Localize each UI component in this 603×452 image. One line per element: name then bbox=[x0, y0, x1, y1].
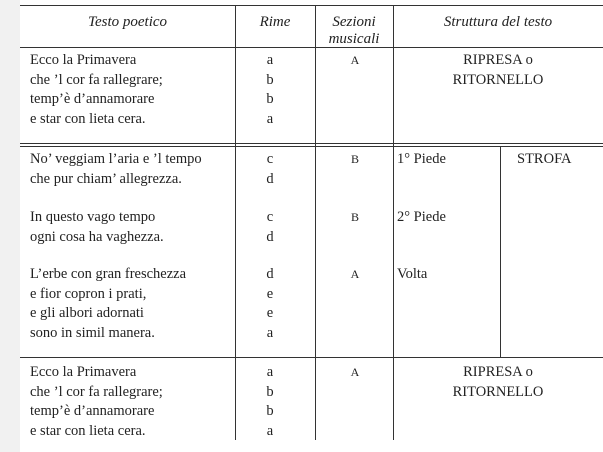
structure-secondo-piede: 2° Piede bbox=[397, 209, 446, 225]
rhyme-letter: e bbox=[266, 305, 274, 321]
verse-line: ogni cosa ha vaghezza. bbox=[30, 228, 164, 245]
verse-line: Ecco la Primavera bbox=[30, 364, 137, 380]
structure-ripresa-line1: RIPRESA o bbox=[463, 364, 533, 380]
musical-section-label: A bbox=[350, 365, 360, 379]
musical-section-label: A bbox=[350, 267, 360, 281]
structure-strofa: STROFA bbox=[517, 151, 572, 167]
rhyme-letter: b bbox=[266, 383, 274, 400]
verse-line: e fior copron i prati, bbox=[30, 285, 147, 302]
header-struttura: Struttura del testo bbox=[443, 14, 553, 30]
verse-line: No’ veggiam l’aria e ’l tempo bbox=[30, 151, 202, 167]
rhyme-letter: b bbox=[266, 91, 274, 107]
verse-line: e star con lieta cera. bbox=[30, 422, 146, 439]
verse-line: che ’l cor fa rallegrare; bbox=[30, 383, 163, 400]
rhyme-letter: a bbox=[266, 422, 274, 439]
document-page bbox=[20, 0, 603, 452]
verse-line: e gli albori adornati bbox=[30, 305, 144, 321]
structure-primo-piede: 1° Piede bbox=[397, 151, 446, 167]
verse-line: e star con lieta cera. bbox=[30, 110, 146, 127]
rhyme-letter: a bbox=[266, 52, 274, 68]
rhyme-letter: d bbox=[266, 266, 274, 282]
rhyme-letter: a bbox=[266, 364, 274, 380]
block1-bottom-rule bbox=[20, 143, 603, 144]
structure-ripresa-line1: RIPRESA o bbox=[463, 52, 533, 68]
rhyme-letter: b bbox=[266, 403, 274, 419]
rhyme-letter: a bbox=[266, 324, 274, 341]
rhyme-letter: b bbox=[266, 71, 274, 88]
musical-section-label: B bbox=[350, 210, 359, 224]
rhyme-letter: c bbox=[266, 209, 274, 225]
rhyme-letter: e bbox=[266, 285, 274, 302]
rhyme-letter: d bbox=[266, 170, 274, 187]
structure-volta: Volta bbox=[397, 266, 428, 282]
header-testo-poetico: Testo poetico bbox=[87, 14, 168, 30]
table-top-rule bbox=[20, 5, 603, 6]
header-sezioni-line2: musicali bbox=[328, 31, 380, 47]
block1-double-rule bbox=[20, 146, 603, 147]
structure-ripresa-line2: RITORNELLO bbox=[452, 383, 544, 400]
strofa-divider bbox=[500, 146, 501, 357]
verse-line: Ecco la Primavera bbox=[30, 52, 137, 68]
verse-line: sono in simil manera. bbox=[30, 324, 155, 341]
verse-line: temp’è d’annamorare bbox=[30, 91, 155, 107]
header-rime: Rime bbox=[259, 14, 291, 30]
verse-line: che pur chiam’ allegrezza. bbox=[30, 170, 182, 187]
verse-line: L’erbe con gran freschezza bbox=[30, 266, 187, 282]
verse-line: che ’l cor fa rallegrare; bbox=[30, 71, 163, 88]
rhyme-letter: a bbox=[266, 110, 274, 127]
rhyme-letter: d bbox=[266, 228, 274, 245]
verse-line: In questo vago tempo bbox=[30, 209, 156, 225]
block4-bottom-rule bbox=[20, 357, 603, 358]
musical-section-label: A bbox=[350, 53, 360, 67]
rhyme-letter: c bbox=[266, 151, 274, 167]
header-bottom-rule bbox=[20, 47, 603, 48]
structure-ripresa-line2: RITORNELLO bbox=[452, 71, 544, 88]
verse-line: temp’è d’annamorare bbox=[30, 403, 155, 419]
musical-section-label: B bbox=[350, 152, 359, 166]
header-sezioni-line1: Sezioni bbox=[332, 14, 376, 30]
